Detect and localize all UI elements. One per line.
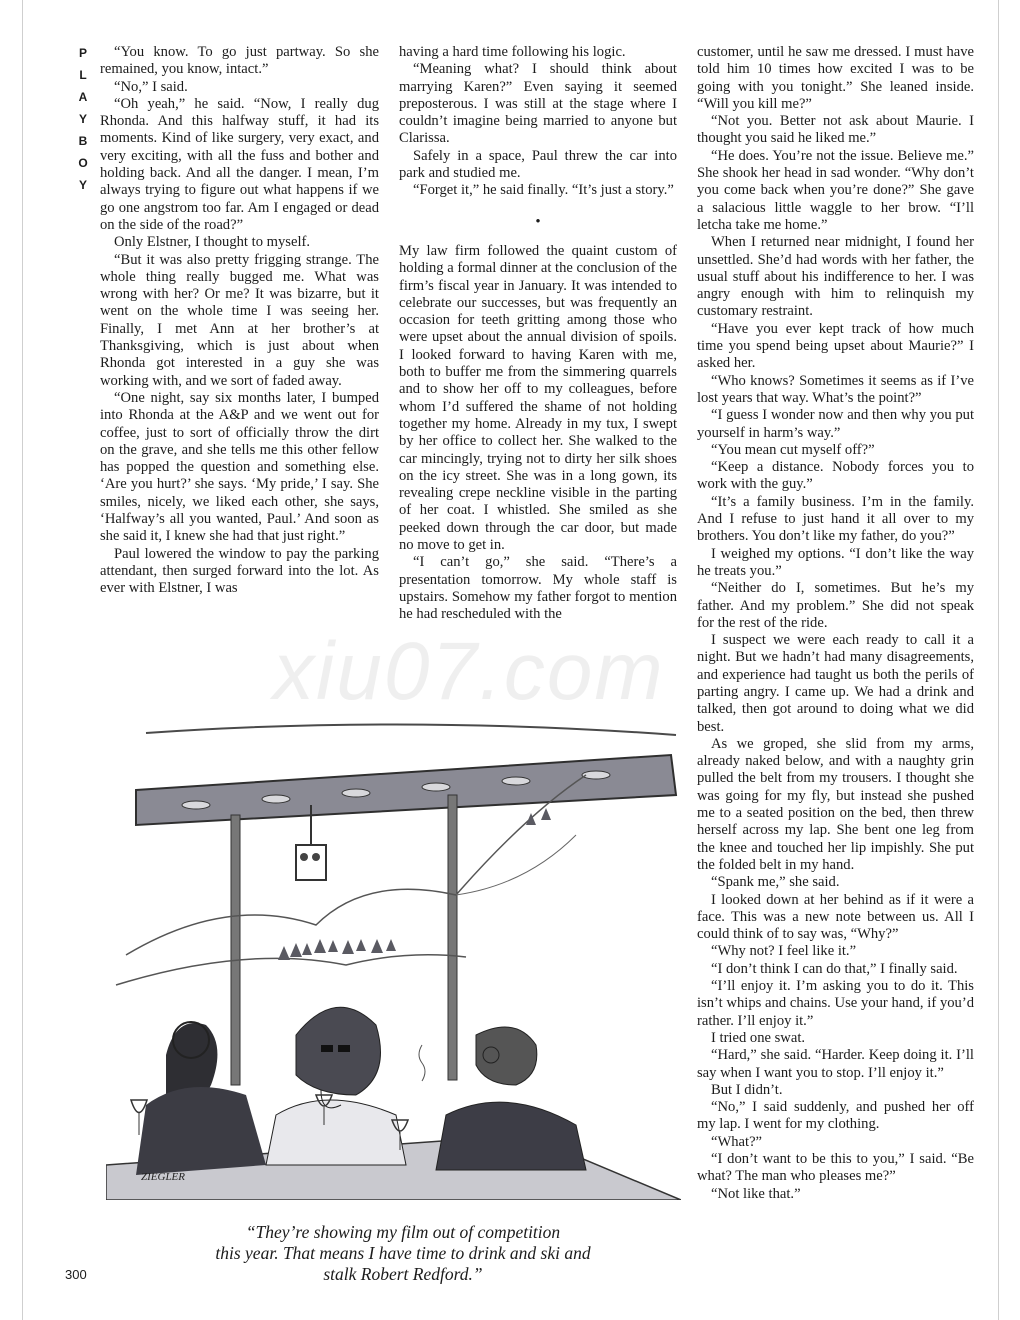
paragraph: But I didn’t. bbox=[711, 1081, 783, 1098]
paragraph: customer, until he saw me dressed. I must have told him 10 times how excited I was to be going with you tonight.” She leaned inside. “Will you kill me?” bbox=[697, 44, 974, 112]
page-number: 300 bbox=[65, 1267, 87, 1282]
label-letter: B bbox=[78, 134, 88, 148]
paragraph: “I’ll enjoy it. I’m asking you to do it. This isn’t whips and chains. Use your hand, if you’d rather. I’ll enjoy it.” bbox=[697, 978, 974, 1029]
paragraph: “I guess I wonder now and then why you put yourself in harm’s way.” bbox=[697, 407, 974, 441]
caption-line: stalk Robert Redford.” bbox=[323, 1264, 483, 1284]
text-column-1 bbox=[100, 44, 379, 598]
caption-line: “They’re showing my film out of competition bbox=[245, 1222, 561, 1242]
paragraph: “He does. You’re not the issue. Believe me.” She shook her head in sad wonder. “Why don’t you come back when you’re done?” She gave a salacious little waggle to her brow. “I’ll letcha take me home.” bbox=[697, 147, 974, 233]
paragraph: “Forget it,” he said finally. “It’s just a story.” bbox=[413, 182, 674, 199]
paragraph: When I returned near midnight, I found her unsettled. She’d had words with her father, the usual stuff about his indifference to her. I was angry enough with him to relinquish my customary restraint. bbox=[697, 234, 974, 320]
paragraph: I suspect we were each ready to call it a night. But we hadn’t had many disagreements, and experience had taught us both the perils of parting angry. I came up. We had a drink and talked, then got around to doing what we did best. bbox=[697, 632, 974, 735]
paragraph: “No,” I said. bbox=[114, 78, 188, 95]
label-letter: Y bbox=[78, 178, 87, 192]
paragraph: “Meaning what? I should think about marrying Karen?” Even saying it seemed preposterous. I was still at the stage where I couldn’t imagine being married to anyone but Clarissa. bbox=[399, 61, 677, 147]
paragraph: “I don’t want to be this to you,” I said. “Be what? The man who pleases me?” bbox=[697, 1151, 974, 1185]
section-break: • bbox=[535, 213, 541, 230]
paragraph: “You mean cut myself off?” bbox=[711, 441, 875, 458]
label-letter: L bbox=[79, 68, 87, 82]
paragraph: Paul lowered the window to pay the parking attendant, then surged forward into the lot. As ever with Elstner, I was bbox=[100, 545, 379, 597]
label-letter: O bbox=[78, 156, 88, 170]
paragraph: “Have you ever kept track of how much time you spend being upset about Maurie?” I asked her. bbox=[697, 320, 974, 372]
cartoon-signature: ZIEGLER bbox=[141, 1171, 185, 1183]
paragraph: “No,” I said suddenly, and pushed her off my lap. I went for my clothing. bbox=[697, 1099, 974, 1133]
paragraph: Only Elstner, I thought to myself. bbox=[114, 234, 311, 251]
cartoon-illustration bbox=[106, 695, 681, 1200]
paragraph: Safely in a space, Paul threw the car into park and studied me. bbox=[399, 147, 677, 182]
cartoon-caption bbox=[173, 1222, 633, 1285]
label-letter: P bbox=[78, 46, 87, 60]
magazine-label bbox=[72, 42, 94, 196]
paragraph: “Who knows? Sometimes it seems as if I’ve lost years that way. What’s the point?” bbox=[697, 372, 974, 406]
paragraph: “I can’t go,” she said. “There’s a presentation tomorrow. My whole staff is upstairs. Somehow my father forgot to mention he had rescheduled with the bbox=[399, 554, 677, 623]
paragraph: “Keep a distance. Nobody forces you to work with the guy.” bbox=[697, 459, 974, 493]
paragraph: “Not you. Better not ask about Maurie. I thought you said he liked me.” bbox=[697, 113, 974, 147]
paragraph: “One night, say six months later, I bumped into Rhonda at the A&P and we went out for coffee, just to sort of officially throw the dirt on the grave, and she tells me this other fellow has popped the question and something else. ‘Are you hurt?’ she says. ‘My pride,’ I say. She smiles, nicely, we liked each other, she says, ‘Halfway’s all you wanted, Paul.’ And soon as she said it, I knew she had that just right.” bbox=[100, 389, 379, 545]
paragraph: “But it was also pretty frigging strange. The whole thing really bugged me. What was wrong with her? Or me? It was bizarre, but it went on the whole time I was seeing her. Finally, I met Ann at her brother’s at Thanksgiving, which is just about when Rhonda got interested in a guy she was working with, and we sort of faded away. bbox=[100, 251, 379, 389]
paragraph: “I don’t think I can do that,” I finally said. bbox=[711, 960, 958, 977]
paragraph: I tried one swat. bbox=[711, 1029, 806, 1046]
text-column-2 bbox=[399, 44, 677, 624]
paragraph: “You know. To go just partway. So she remained, you know, intact.” bbox=[100, 44, 379, 78]
paragraph: “Why not? I feel like it.” bbox=[711, 943, 857, 960]
paragraph: having a hard time following his logic. bbox=[399, 44, 626, 60]
paragraph: “Hard,” she said. “Harder. Keep doing it. I’ll say when I want you to stop. I’ll enjoy it.” bbox=[697, 1047, 974, 1081]
paragraph: My law firm followed the quaint custom of holding a formal dinner at the conclusion of the firm’s fiscal year in January. It was intended to celebrate our successes, but was frequently an occasion for teeth gritting among those who were upset about the annual division of spoils. I looked forward to having Karen with me, both to buffer me from the simmering quarrels and to show her off to my colleagues, before whom I’d suffered the shame of not holding together my home. Already in my tux, I swept by her office to collect her. She walked to the car mincingly, trying not to dirty her silk shoes on the icy street. She was in a long gown, its revealing crepe neckline visible in the parting of her coat. I whistled. She smiled as she peeked down through the car door, but made no move to get in. bbox=[399, 242, 678, 554]
caption-line: this year. That means I have time to drink and ski and bbox=[215, 1243, 591, 1263]
magazine-page bbox=[22, 0, 999, 1320]
paragraph: “Not like that.” bbox=[711, 1185, 801, 1202]
paragraph: “It’s a family business. I’m in the family. And I refuse to just hand it all over to my brothers. You don’t like my father, do you?” bbox=[697, 493, 974, 545]
paragraph: “Neither do I, sometimes. But he’s my father. And my problem.” She did not speak for the rest of the ride. bbox=[697, 580, 974, 631]
paragraph: “Spank me,” she said. bbox=[711, 874, 840, 891]
text-column-3 bbox=[697, 44, 974, 1203]
paragraph: As we groped, she slid from my arms, already naked below, and with a naughty grin pulled the belt from my trousers. I thought she was going for my fly, but instead she pushed me to a seated position on the bed, then threw herself across my lap. She bent one leg from the knee and touched her lip impishly. She put the folded belt in my hand. bbox=[697, 735, 974, 873]
watermark: xiu07.com bbox=[273, 626, 665, 717]
paragraph: I looked down at her behind as if it were a face. This was a new note between us. All I could think of to say was, “Why?” bbox=[697, 891, 974, 943]
paragraph: I weighed my options. “I don’t like the way he treats you.” bbox=[697, 545, 974, 579]
label-letter: A bbox=[78, 90, 88, 104]
paragraph: “What?” bbox=[711, 1133, 763, 1150]
label-letter: Y bbox=[78, 112, 87, 126]
paragraph: “Oh yeah,” he said. “Now, I really dug Rhonda. And this halfway stuff, it had its moments. Kind of like surgery, very exact, and very exciting, with all the fuss and bother and holding back. And all the danger. I mean, I’m always trying to figure out what happens if we go one angstrom too far. Am I engaged or dead on the side of the road?” bbox=[100, 95, 379, 233]
